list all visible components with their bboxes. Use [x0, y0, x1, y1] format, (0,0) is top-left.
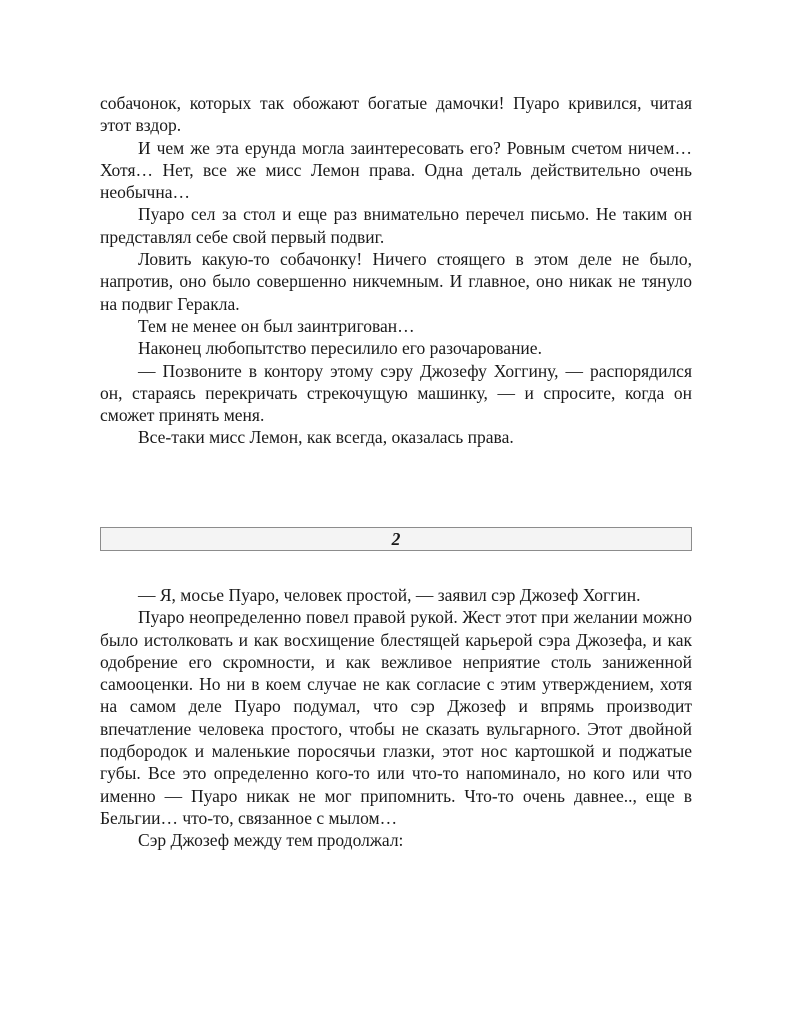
- chapter-heading: [100, 527, 692, 551]
- paragraph: Наконец любопытство пересилило его разочарование.: [138, 338, 542, 359]
- text-section-1: [100, 92, 692, 449]
- paragraph: — Я, мосье Пуаро, человек простой, — заявил сэр Джозеф Хоггин.: [138, 585, 641, 605]
- paragraph: Пуаро неопределенно повел правой рукой. Жест этот при желании можно было истолковать и как восхищение блестящей карьерой сэра Джозефа, и как одобрение его скромности, и как вежливое неприятие столь заниженной самооценки. Но ни в коем случае не как согласие с этим утверждением, хотя на самом деле Пуаро подумал, что сэр Джозеф и впрямь производит впечатление человека простого, чтобы не сказать вульгарного. Этот двойной подбородок и маленькие поросячьи глазки, этот нос картошкой и поджатые губы. Все это определенно кого-то или что-то напоминало, но кого или что именно — Пуаро никак не мог припомнить. Что-то очень давнее.., еще в Бельгии… что-то, связанное с мылом…: [100, 607, 692, 828]
- paragraph: Сэр Джозеф между тем продолжал:: [138, 830, 404, 851]
- paragraph: — Позвоните в контору этому сэру Джозефу Хоггину, — распорядился он, стараясь перекричать стрекочущую машинку, — и спросите, когда он сможет принять меня.: [100, 360, 692, 426]
- chapter-number: 2: [391, 529, 401, 549]
- text-section-2: [100, 584, 692, 852]
- paragraph: Тем не менее он был заинтригован…: [138, 315, 415, 336]
- paragraph: собачонок, которых так обожают богатые дамочки! Пуаро кривился, читая этот вздор.: [100, 93, 692, 136]
- paragraph: Пуаро сел за стол и еще раз внимательно перечел письмо. Не таким он представлял себе свой первый подвиг.: [100, 204, 692, 247]
- paragraph: Ловить какую-то собачонку! Ничего стоящего в этом деле не было, напротив, оно было совершенно никчемным. И главное, оно никак не тянуло на подвиг Геракла.: [100, 249, 692, 314]
- paragraph: И чем же эта ерунда могла заинтересовать его? Ровным счетом ничем… Хотя… Нет, все же мисс Лемон права. Одна деталь действительно очень необычна…: [100, 137, 692, 203]
- paragraph: Все-таки мисс Лемон, как всегда, оказалась права.: [138, 427, 514, 448]
